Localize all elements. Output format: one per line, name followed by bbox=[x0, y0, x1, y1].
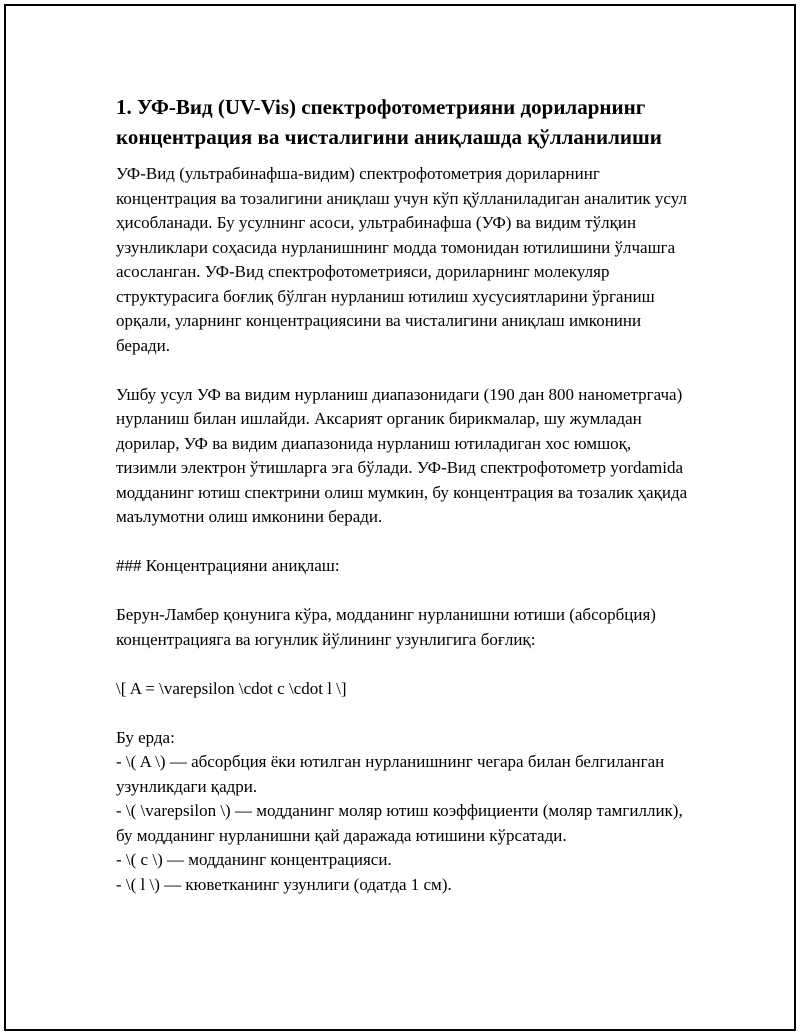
document-body bbox=[116, 92, 696, 897]
paragraph-range: Ушбу усул УФ ва видим нурланиш диапазонидаги (190 дан 800 нанометргача) нурланиш билан ишлайди. Аксарият органик бирикмалар, шу жумладан дорилар, УФ ва видим диапазонида нурланиш ютиладиган хос юмшоқ, тизимли электрон ўтишларга эга бўлади. УФ-Вид спектрофотометр yordamida модданинг ютиш спектрини олиш мумкин, бу концентрация ва тозалик ҳақида маълумотни олиш имконини беради. bbox=[116, 384, 688, 526]
document-title: 1. УФ-Вид (UV-Vis) спектрофотометрияни дориларнинг концентрация ва чисталигини аниқлашда қўлланилиши bbox=[116, 95, 662, 149]
paragraph-beer-lambert: Берун-Ламбер қонунига кўра, модданинг нурланишни ютиши (абсорбция) концентрацияга ва югунлик йўлининг узунлигига боғлиқ: bbox=[116, 605, 656, 649]
list-item: - \( A \) — абсорбция ёки ютилган нурланишнинг чегара билан белгиланган узунликдаги қадри. bbox=[116, 752, 665, 796]
where-label: Бу ерда: bbox=[116, 727, 175, 747]
formula: \[ A = \varepsilon \cdot c \cdot l \] bbox=[116, 678, 347, 698]
list-item: - \( l \) — кюветканинг узунлиги (одатда 1 см). bbox=[116, 874, 452, 894]
paragraph-intro: УФ-Вид (ультрабинафша-видим) спектрофотометрия дориларнинг концентрация ва тозалигини аниқлаш учун кўп қўлланиладиган аналитик усул ҳисобланади. Бу усулнинг асоси, ультрабинафша (УФ) ва видим тўлқин узунликлари соҳасида нурланишнинг модда томонидан ютилишини ўлчашга асосланган. УФ-Вид спектрофотометрияси, дориларнинг молекуляр структурасига боғлиқ бўлган нурланиш ютилиш хусусиятларини ўрганиш орқали, уларнинг концентрациясини ва чисталигини аниқлаш имконини беради. bbox=[116, 164, 687, 355]
list-item: - \( \varepsilon \) — модданинг моляр ютиш коэффициенти (моляр тамгиллик), бу модданинг нурланишни қай даражада ютишини кўрсатади. bbox=[116, 801, 683, 845]
list-item: - \( c \) — модданинг концентрацияси. bbox=[116, 850, 392, 869]
section-heading: ### Концентрацияни аниқлаш: bbox=[116, 556, 340, 575]
